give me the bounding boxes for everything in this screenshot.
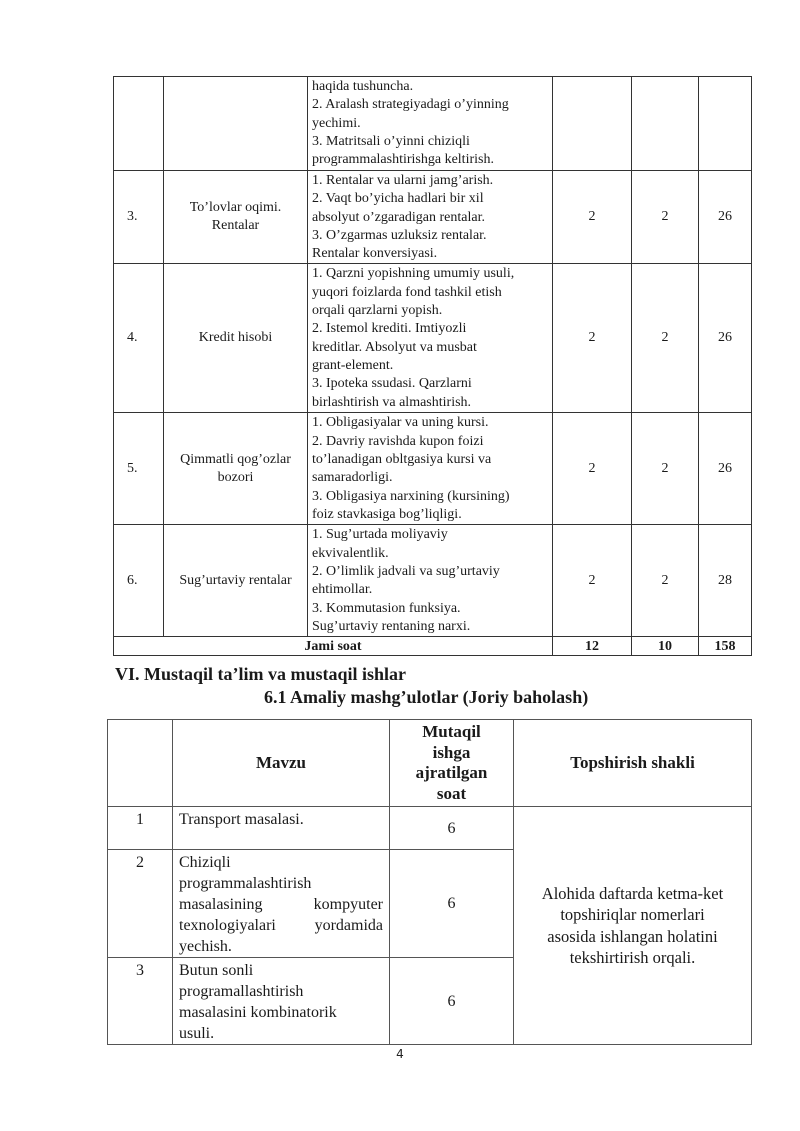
content-line: 3. Obligasiya narxining (kursining) [312, 488, 510, 504]
topic-line: programmalashtirish [179, 875, 312, 892]
topic-line: Transport masalasi. [179, 811, 304, 828]
content-line: programmalashtirishga keltirish. [312, 152, 494, 168]
topic-line: masalasini kombinatorik [179, 1004, 337, 1021]
self-study-hours: 26 [699, 413, 752, 525]
submission-form [514, 807, 752, 1045]
row-number: 3. [114, 171, 164, 264]
self-study-hours: 28 [699, 525, 752, 637]
row-number: 2 [108, 850, 173, 958]
content-line: samaradorligi. [312, 470, 393, 486]
header-submission-form: Topshirish shakli [514, 720, 752, 807]
total-label: Jami soat [114, 637, 553, 656]
row-topic [164, 525, 308, 637]
topic-line: Kredit hisobi [198, 330, 273, 346]
total-practice-hours: 10 [632, 637, 699, 656]
content-line: 1. Rentalar va ularni jamg’arish. [312, 173, 494, 188]
content-line: birlashtirish va almashtirish. [312, 394, 472, 410]
content-line: foiz stavkasiga bog’liqligi. [312, 506, 462, 522]
row-number: 4. [114, 264, 164, 413]
topic-line: programallashtirish [179, 983, 304, 1000]
content-line: Rentalar konversiyasi. [312, 246, 438, 262]
content-line: 2. O’limlik jadvali va sug’urtaviy [312, 564, 500, 580]
row-topic [164, 77, 308, 171]
row-topic [164, 413, 308, 525]
practical-tasks-table [107, 719, 752, 1045]
row-number [114, 77, 164, 171]
row-number: 5. [114, 413, 164, 525]
row-topic [173, 958, 390, 1045]
row-content [308, 264, 553, 413]
practice-hours [632, 77, 699, 171]
content-line: Sug’urtaviy rentaning narxi. [312, 618, 471, 634]
content-line: orqali qarzlarni yopish. [312, 303, 443, 319]
total-lecture-hours: 12 [553, 637, 632, 656]
table-row [114, 171, 752, 264]
table-row [114, 77, 752, 171]
row-topic [164, 264, 308, 413]
section-title: VI. Mustaqil ta’lim va mustaqil ishlar [115, 664, 407, 684]
topic-line: Chiziqli [179, 854, 231, 871]
header-hours [390, 720, 514, 807]
content-line: 3. Matritsali o’yinni chiziqli [312, 133, 470, 149]
course-plan-table [113, 76, 752, 656]
row-topic [164, 171, 308, 264]
topic-line: Qimmatli qog’ozlar [180, 451, 291, 467]
content-line: yechimi. [312, 115, 361, 131]
content-line: 2. Davriy ravishda kupon foizi [312, 433, 484, 449]
page-number: 4 [396, 1047, 404, 1061]
table-header-row [108, 720, 752, 807]
content-line: haqida tushuncha. [312, 79, 414, 94]
total-row [114, 637, 752, 656]
topic-line: Butun sonli [179, 962, 254, 979]
row-number: 3 [108, 958, 173, 1045]
content-line: 3. Ipoteka ssudasi. Qarzlarni [312, 376, 472, 392]
table-row [114, 264, 752, 413]
row-number: 1 [108, 807, 173, 850]
header-hours-line: Mutaqil [422, 722, 481, 741]
topic-line: bozori [217, 469, 254, 485]
row-hours: 6 [390, 958, 514, 1045]
row-topic [173, 850, 390, 958]
lecture-hours [553, 77, 632, 171]
lecture-hours: 2 [553, 525, 632, 637]
self-study-hours: 26 [699, 171, 752, 264]
lecture-hours: 2 [553, 413, 632, 525]
topic-line: masalasining kompyuter [179, 896, 383, 913]
content-line: ehtimollar. [312, 582, 373, 598]
row-hours: 6 [390, 807, 514, 850]
topic-line: yechish. [179, 938, 232, 955]
content-line: 2. Istemol krediti. Imtiyozli [312, 321, 467, 337]
topic-line: texnologiyalari yordamida [179, 917, 383, 934]
topic-line: Rentalar [211, 218, 260, 234]
table-row [114, 525, 752, 637]
content-line: to’lanadigan obltgasiya kursi va [312, 452, 492, 468]
practice-hours: 2 [632, 413, 699, 525]
content-line: yuqori foizlarda fond tashkil etish [312, 284, 502, 300]
lecture-hours: 2 [553, 264, 632, 413]
header-number [108, 720, 173, 807]
practice-hours: 2 [632, 264, 699, 413]
row-number: 6. [114, 525, 164, 637]
table-row [108, 807, 752, 850]
self-study-hours [699, 77, 752, 171]
content-line: 1. Sug’urtada moliyaviy [312, 527, 448, 543]
content-line: ekvivalentlik. [312, 545, 389, 561]
header-hours-line: soat [436, 783, 467, 803]
content-line: 2. Vaqt bo’yicha hadlari bir xil [312, 191, 484, 207]
topic-line: Sug’urtaviy rentalar [179, 572, 292, 588]
content-line: 1. Obligasiyalar va uning kursi. [312, 415, 489, 431]
form-line: topshiriqlar nomerlari [560, 905, 705, 924]
lecture-hours: 2 [553, 171, 632, 264]
content-line: kreditlar. Absolyut va musbat [312, 339, 477, 355]
header-hours-line: ajratilgan [415, 763, 488, 782]
table-row [114, 413, 752, 525]
content-line: absolyut o’zgaradigan rentalar. [312, 209, 485, 225]
row-hours: 6 [390, 850, 514, 958]
self-study-hours: 26 [699, 264, 752, 413]
content-line: grant-element. [312, 357, 394, 373]
practice-hours: 2 [632, 171, 699, 264]
header-hours-line: ishga [432, 742, 471, 762]
row-content [308, 525, 553, 637]
topic-line: To’lovlar oqimi. [189, 199, 282, 215]
practice-hours: 2 [632, 525, 699, 637]
content-line: 3. Kommutasion funksiya. [312, 600, 461, 616]
form-line: tekshirtirish orqali. [569, 948, 696, 967]
row-content [308, 77, 553, 171]
form-line: asosida ishlangan holatini [547, 926, 718, 946]
content-line: 2. Aralash strategiyadagi o’yinning [312, 97, 509, 113]
topic-line: usuli. [179, 1025, 215, 1042]
content-line: 1. Qarzni yopishning umumiy usuli, [312, 266, 515, 282]
content-line: 3. O’zgarmas uzluksiz rentalar. [312, 227, 487, 243]
row-content [308, 413, 553, 525]
total-self-study-hours: 158 [699, 637, 752, 656]
header-topic: Mavzu [173, 720, 390, 807]
row-topic [173, 807, 390, 850]
subsection-title: 6.1 Amaliy mashg’ulotlar (Joriy baholash) [264, 687, 589, 707]
row-content [308, 171, 553, 264]
form-line: Alohida daftarda ketma-ket [541, 883, 724, 903]
